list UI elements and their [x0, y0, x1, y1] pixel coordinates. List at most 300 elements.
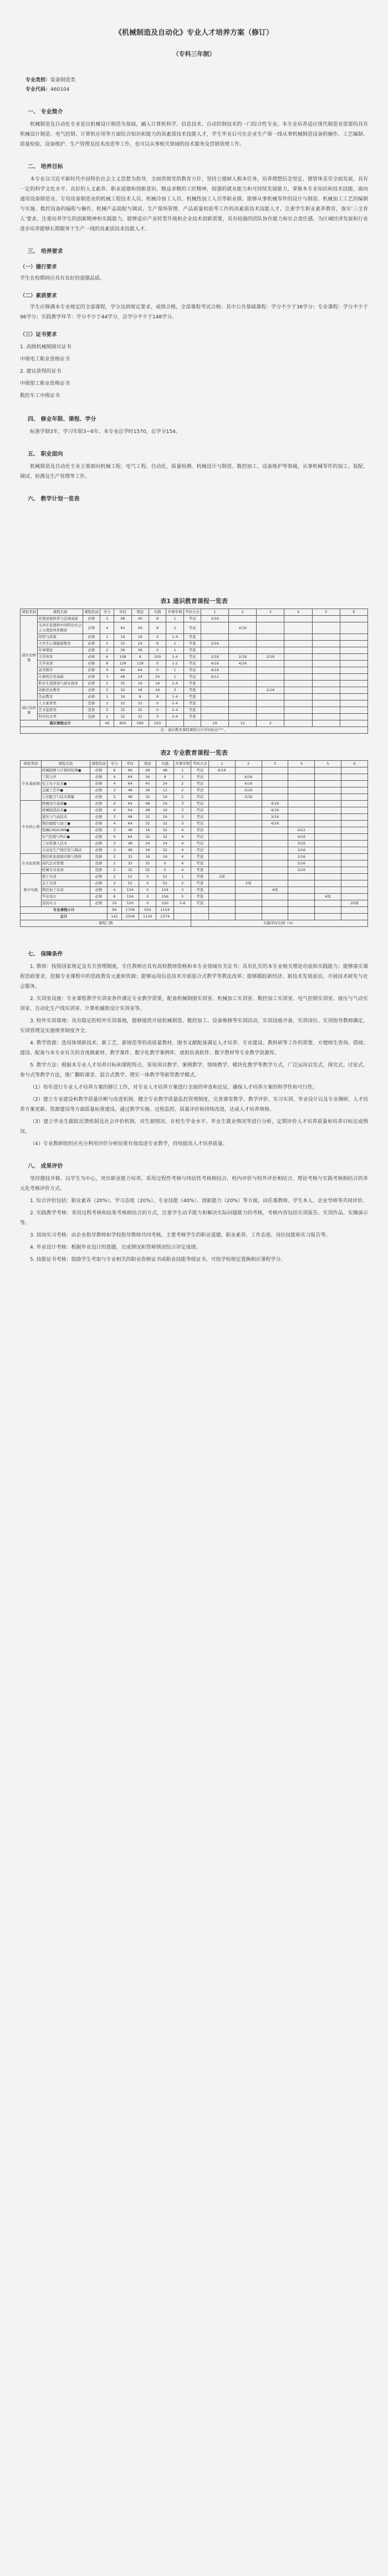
table-cell: 选修 — [83, 714, 100, 720]
table-cell: 思想道德修养与法律基础 — [38, 616, 83, 622]
table-cell: 考查 — [191, 887, 208, 894]
table-cell: 6 — [100, 654, 114, 661]
table-cell — [341, 834, 368, 841]
table-cell: 32 — [114, 641, 131, 647]
table-cell: 机械专业英语 — [41, 867, 90, 874]
table-cell: 4 — [108, 774, 121, 781]
cert-item: 1. 高级机械制图员证书 — [20, 344, 72, 350]
table-cell — [235, 894, 262, 900]
table-2-header-cell: 课程类别 — [21, 761, 42, 767]
table-cell: 32 — [121, 854, 139, 861]
table-cell: 5 — [173, 894, 191, 900]
table-cell — [262, 880, 288, 887]
table-cell — [208, 847, 235, 854]
table-2-subtotal-cell: 1154 — [156, 907, 173, 914]
table-cell: 毛泽东思想和中国特色社会主义理论体系概论 — [38, 622, 83, 634]
table-cell: 48 — [156, 767, 173, 774]
table-2-header-cell: 2 — [235, 761, 262, 767]
table-cell: 48 — [121, 827, 139, 834]
table-cell: 520 — [156, 900, 173, 907]
table-cell — [288, 781, 315, 787]
table-2-header-row — [21, 761, 368, 767]
table-cell: 16 — [156, 801, 173, 807]
paragraph: 4. 教学资源：选用体现新技术、新工艺、新规范等的高质量教材，图书文献配备满足人才培养、专业建设、教科研等工作的需要，方便师生查询、借阅；建设、配备与本专业有关的音视频素材、教学课件、数字化教学案例库、虚拟仿真软件、数字教材等专业教学资源库。 — [20, 1040, 368, 1056]
table-cell — [262, 867, 288, 874]
table-cell — [315, 834, 341, 841]
table-cell — [208, 774, 235, 781]
table-cell — [229, 714, 257, 720]
table-cell: 12 — [156, 787, 173, 794]
table-cell — [288, 821, 315, 827]
table-cell: 液压与气动技术 — [41, 814, 90, 821]
table-cell: 考试 — [183, 654, 201, 661]
table-cell — [229, 667, 257, 674]
table-cell: 0 — [156, 861, 173, 867]
table-cell — [284, 616, 312, 622]
table-cell — [208, 867, 235, 874]
table-cell: 金工实训 — [41, 880, 90, 887]
table-cell: 100 — [149, 654, 166, 661]
table-cell: 4 — [100, 667, 114, 674]
table-2-header-cell: 6 — [341, 761, 368, 767]
table-2-note-row — [21, 920, 368, 927]
table-cell: 4 — [108, 887, 121, 894]
table-cell: 必修 — [90, 774, 107, 781]
table-2-total-cell — [208, 914, 235, 920]
table-cell: 3 — [108, 787, 121, 794]
table-cell: 52 — [156, 880, 173, 887]
table-cell — [235, 821, 262, 827]
table-cell: 职业生涯规划与就业指导 — [38, 681, 83, 687]
table-cell: 32 — [121, 867, 139, 874]
table-1-total-cell — [284, 720, 312, 727]
table-cell: 考试 — [191, 834, 208, 841]
table-cell: 选修 — [83, 700, 100, 707]
table-cell: 2 — [173, 880, 191, 887]
table-cell: 4周 — [262, 887, 288, 894]
section-7-heading: 七、 保障条件 — [28, 951, 63, 957]
table-1-group-label: 通识必修课 — [21, 616, 38, 700]
table-cell — [257, 634, 284, 641]
table-cell: 2/18 — [229, 654, 257, 661]
table-cell: 军事理论 — [38, 647, 83, 654]
table-1-header-cell: 2 — [229, 609, 257, 616]
table-cell — [284, 674, 312, 681]
table-cell — [341, 867, 368, 874]
table-cell: 劳动教育 — [38, 694, 83, 700]
table-cell: 2 — [173, 794, 191, 801]
meta-code-label: 专业代码： — [25, 87, 51, 92]
table-cell: 工程力学 — [41, 774, 90, 781]
table-cell: 36 — [114, 647, 131, 654]
table-cell: 48 — [114, 616, 131, 622]
table-cell: 16 — [131, 681, 149, 687]
table-cell: 48 — [121, 841, 139, 847]
table-cell — [340, 707, 367, 714]
table-row — [21, 834, 368, 841]
table-cell — [312, 634, 340, 641]
table-cell: 1 — [166, 647, 183, 654]
table-cell: 64 — [121, 774, 139, 781]
table-1-total-cell: 12 — [229, 720, 257, 727]
table-cell: 0 — [149, 661, 166, 667]
table-cell: 16 — [156, 854, 173, 861]
table-cell — [235, 854, 262, 861]
table-2-header-cell: 开课学期 — [173, 761, 191, 767]
table-cell: 4/16 — [229, 661, 257, 667]
table-cell: 高等数学 — [38, 667, 83, 674]
meta-code-value: 460104 — [50, 87, 70, 92]
table-cell — [312, 667, 340, 674]
table-cell: 必修 — [90, 900, 107, 907]
table-cell: 选修 — [90, 867, 107, 874]
cert-item: 中级钳工职业资格证书 — [20, 381, 70, 387]
table-2-note-left: 课程门数 — [21, 920, 191, 927]
table-cell: 40 — [139, 781, 156, 787]
table-cell — [284, 687, 312, 694]
table-cell — [341, 794, 368, 801]
table-cell: 必修 — [83, 647, 100, 654]
table-cell: 6 — [108, 767, 121, 774]
table-cell: 4/16 — [262, 821, 288, 827]
table-cell: 16 — [156, 807, 173, 814]
table-cell: 自动化生产线安装与调试 — [41, 847, 90, 854]
section-4-body: 标准学制3年，学习年限3~6年。本专业总学时1570，总学分154。 — [30, 429, 181, 435]
table-cell: 4 — [100, 622, 114, 634]
table-cell: 6 — [108, 894, 121, 900]
table-cell — [208, 787, 235, 794]
table-cell — [341, 887, 368, 894]
table-cell — [257, 681, 284, 687]
table-cell — [341, 861, 368, 867]
table-cell — [315, 814, 341, 821]
table-row — [21, 622, 368, 634]
table-cell — [288, 794, 315, 801]
table-cell: 大学英语 — [38, 661, 83, 667]
table-cell — [312, 687, 340, 694]
table-cell: 2 — [173, 774, 191, 781]
table-cell: 必修 — [90, 880, 107, 887]
table-1-group-label: 通识选修课 — [21, 700, 38, 720]
table-cell: 1 — [166, 674, 183, 681]
table-cell: 考查 — [183, 714, 201, 720]
table-cell — [201, 714, 228, 720]
table-row — [21, 667, 368, 674]
table-cell: 3 — [166, 687, 183, 694]
table-cell — [312, 647, 340, 654]
table-cell: 科学技术类 — [38, 714, 83, 720]
table-cell — [341, 827, 368, 834]
table-row — [21, 854, 368, 861]
table-cell: 2/16 — [201, 641, 228, 647]
meta-category-value: 装备制造类 — [50, 78, 76, 83]
table-cell: 2/18 — [257, 654, 284, 661]
table-cell: 考试 — [183, 667, 201, 674]
table-cell: 48 — [139, 807, 156, 814]
table-cell: 工业机器人技术 — [41, 841, 90, 847]
table-cell: 4/16 — [262, 801, 288, 807]
table-cell: 1 — [166, 641, 183, 647]
paragraph: （2）建立专业建设和教学质量诊断与改进机制，健全专业教学质量监控管理制度，完善课堂教学、教学评价、实习实训、毕业设计以及专业调研、人才培养方案更新、资源建设等方面质量标准建设，通过教学实施、过程监控、质量评价和持续改进，达成人才培养规格。 — [20, 1097, 368, 1112]
table-cell — [341, 801, 368, 807]
section-3-sub1-body: 学生在校期间应具有良好的道德品质。 — [20, 276, 105, 281]
table-cell — [284, 707, 312, 714]
paragraph: 5. 教学方法：根据本专业人才培养目标和课程特点，采用项目教学、案例教学、情境教学、模块化教学等教学方式，广泛运用启发式、探究式、讨论式、参与式等教学方法，推广翻转课堂、混合式教学、理实一体教学等新型教学模式。 — [20, 1063, 368, 1078]
table-cell: 考查 — [183, 707, 201, 714]
table-cell: 考查 — [183, 681, 201, 687]
table-cell: 52 — [121, 880, 139, 887]
table-2-header-cell: 4 — [288, 761, 315, 767]
table-cell — [229, 687, 257, 694]
table-cell: 4 — [108, 781, 121, 787]
table-cell — [288, 900, 315, 907]
table-cell: 必修 — [83, 681, 100, 687]
table-cell — [235, 841, 262, 847]
table-cell: 1-2 — [166, 661, 183, 667]
table-cell — [235, 767, 262, 774]
table-row — [21, 894, 368, 900]
table-cell — [262, 787, 288, 794]
table-cell: 考试 — [191, 821, 208, 827]
table-row — [21, 847, 368, 854]
table-cell: 必修 — [83, 622, 100, 634]
table-cell — [257, 714, 284, 720]
table-cell — [315, 874, 341, 880]
table-cell: 156 — [156, 894, 173, 900]
table-cell — [315, 774, 341, 781]
table-cell: 32 — [131, 707, 149, 714]
table-cell: 考查 — [191, 874, 208, 880]
table-cell — [312, 661, 340, 667]
table-row — [21, 654, 368, 661]
table-cell — [284, 714, 312, 720]
table-cell: 48 — [121, 814, 139, 821]
table-cell: 56 — [131, 622, 149, 634]
cert-item: 数控车工中级证书 — [20, 393, 60, 399]
table-cell: 必修 — [90, 841, 107, 847]
table-cell: 36 — [139, 787, 156, 794]
table-cell: 3/16 — [201, 616, 228, 622]
table-2-total-cell — [191, 914, 208, 920]
section-7-body — [20, 962, 368, 1149]
table-cell: 8 — [149, 616, 166, 622]
table-row — [21, 861, 368, 867]
table-cell: 1 — [100, 694, 114, 700]
table-cell — [229, 707, 257, 714]
table-cell — [340, 681, 367, 687]
table-cell: 2-4 — [166, 714, 183, 720]
table-cell: 48 — [139, 801, 156, 807]
table-cell: 64 — [121, 821, 139, 827]
table-1-header-row — [21, 609, 368, 616]
table-cell: 3 — [173, 801, 191, 807]
table-cell — [257, 700, 284, 707]
paragraph: 1. 教师：按照国家规定及有关管理制度，专任教师应具有高校教师资格和本专业领域有关证书；具有扎实的本专业相关理论功底和实践能力；能够落实课程思政要求，挖掘专业课程中的思政教育元素和资源；能够运用信息技术开展混合式教学等教法改革；能够跟踪新经济、新技术发展前沿，开展技术研发与社会服务。 — [20, 964, 368, 990]
table-cell: 8 — [100, 661, 114, 667]
table-cell — [288, 774, 315, 781]
table-cell: 必修 — [90, 894, 107, 900]
table-cell: 156 — [121, 894, 139, 900]
table-cell: 公差配合与技术测量 — [41, 794, 90, 801]
table-cell — [208, 807, 235, 814]
table-cell: 40 — [131, 616, 149, 622]
table-cell: 64 — [121, 781, 139, 787]
table-cell: 2 — [108, 874, 121, 880]
table-cell — [235, 867, 262, 874]
table-2-subtotal-row — [21, 907, 368, 914]
table-row — [21, 874, 368, 880]
table-cell — [229, 674, 257, 681]
table-cell: 必修 — [83, 616, 100, 622]
table-cell: 3/16 — [262, 814, 288, 821]
table-2-total-cell — [235, 914, 262, 920]
table-cell: 考查 — [183, 641, 201, 647]
table-cell: 必修 — [83, 634, 100, 641]
table-cell — [208, 894, 235, 900]
table-cell — [341, 787, 368, 794]
table-cell: 128 — [131, 661, 149, 667]
table-cell — [315, 847, 341, 854]
table-2-total-cell: 142 — [108, 914, 121, 920]
table-2-subtotal-cell — [208, 907, 235, 914]
table-cell: 128 — [114, 661, 131, 667]
table-cell — [341, 841, 368, 847]
table-cell: 2 — [173, 787, 191, 794]
table-row — [21, 787, 368, 794]
table-cell — [235, 874, 262, 880]
section-5-body: 机械制造及自动化专业主要面向机械工程、电气工程、自动化、质量检测、机械设计与制造、数控加工、设备维护等领域，从事机械零件的加工、装配、调试、检测及生产管理等工作。 — [20, 464, 368, 480]
table-cell: 4 — [173, 827, 191, 834]
table-cell: 考试 — [191, 794, 208, 801]
table-1-note: 注：通识教育课程课程合计学时标注“*”。 — [21, 727, 368, 734]
table-cell — [315, 900, 341, 907]
table-cell: 2/16 — [257, 687, 284, 694]
table-row — [21, 661, 368, 667]
table-cell: 24 — [149, 674, 166, 681]
table-cell: 4/16 — [288, 834, 315, 841]
table-2-body — [21, 767, 368, 907]
table-1-header-cell: 6 — [340, 609, 367, 616]
table-2-subtotal-cell: 554 — [139, 907, 156, 914]
table-cell — [341, 807, 368, 814]
table-cell: 2 — [100, 700, 114, 707]
table-cell: 2 — [100, 641, 114, 647]
table-cell: 32 — [156, 847, 173, 854]
table-cell: 0 — [139, 894, 156, 900]
table-cell — [315, 861, 341, 867]
table-cell: 3 — [108, 847, 121, 854]
table-2-header-cell: 1 — [208, 761, 235, 767]
table-cell: 3/16 — [288, 847, 315, 854]
table-row — [21, 794, 368, 801]
table-cell: 人文素养类 — [38, 700, 83, 707]
table-row — [21, 641, 368, 647]
table-cell: 32 — [156, 821, 173, 827]
table-1-header-cell: 课程类别 — [21, 609, 38, 616]
table-cell — [284, 681, 312, 687]
table-cell — [208, 827, 235, 834]
table-cell: 考试 — [191, 847, 208, 854]
table-cell — [262, 781, 288, 787]
table-cell: 4 — [108, 821, 121, 827]
table-cell: 现代企业管理 — [41, 861, 90, 867]
table-cell — [235, 834, 262, 841]
table-cell — [201, 707, 228, 714]
table-cell — [262, 834, 288, 841]
table-cell: 2 — [108, 861, 121, 867]
table-cell: 必修 — [90, 794, 107, 801]
table-cell — [208, 814, 235, 821]
section-2-heading: 二、 培养目标 — [28, 164, 63, 170]
table-cell — [341, 847, 368, 854]
table-cell — [262, 874, 288, 880]
table-cell: 2 — [108, 867, 121, 874]
table-cell — [262, 774, 288, 781]
table-2-header-cell: 课程名称 — [41, 761, 90, 767]
table-2-total-cell — [288, 914, 315, 920]
table-cell: 24 — [156, 841, 173, 847]
table-cell: 必修 — [83, 674, 100, 681]
table-cell — [284, 654, 312, 661]
table-cell — [341, 821, 368, 827]
table-cell: 96 — [121, 767, 139, 774]
table-cell — [340, 616, 367, 622]
table-cell: 1-4 — [166, 634, 183, 641]
table-cell: 数控加工实训 — [41, 887, 90, 894]
table-cell — [340, 622, 367, 634]
table-row — [21, 647, 368, 654]
table-row — [21, 827, 368, 834]
table-cell: 16 — [131, 634, 149, 641]
table-2-subtotal-cell — [341, 907, 368, 914]
table-cell: 2周 — [208, 874, 235, 880]
table-cell — [229, 634, 257, 641]
paragraph: 坚持德技并修、以学生为中心，突出职业能力培养，采用过程性考核与终结性考核相结合，校内评价与校外评价相结合，理论考核与实践考核相结合的多元化考核评价方式。 — [20, 1176, 368, 1192]
table-cell: 32 — [114, 700, 131, 707]
table-cell: 考试 — [183, 661, 201, 667]
table-cell: 数控编程与加工● — [41, 821, 90, 827]
table-2-subtotal-cell — [262, 907, 288, 914]
table-cell — [201, 634, 228, 641]
table-cell — [341, 767, 368, 774]
table-cell — [262, 794, 288, 801]
table-cell: 艺术鉴赏类 — [38, 707, 83, 714]
table-cell: 8 — [149, 622, 166, 634]
table-cell — [208, 781, 235, 787]
table-cell — [288, 801, 315, 807]
table-cell: 必修 — [90, 847, 107, 854]
table-cell: 3 — [173, 887, 191, 894]
table-cell — [315, 827, 341, 834]
table-cell: 必修 — [90, 887, 107, 894]
table-cell: 必修 — [90, 807, 107, 814]
table-cell — [312, 654, 340, 661]
table-cell: 20 — [108, 900, 121, 907]
table-cell: 考查 — [191, 861, 208, 867]
table-cell: 5-6 — [173, 900, 191, 907]
document-subtitle: （专科三年制） — [172, 50, 216, 58]
table-cell: 考试 — [191, 814, 208, 821]
table-1-header-cell: 考核方式 — [183, 609, 201, 616]
table-cell — [262, 894, 288, 900]
table-1-total-cell: 48 — [100, 720, 114, 727]
table-cell: 3/16 — [235, 787, 262, 794]
section-4-heading: 四、 修业年限、课程、学分 — [28, 416, 96, 423]
table-row — [21, 714, 368, 720]
table-cell: 1 — [100, 634, 114, 641]
table-cell — [208, 861, 235, 867]
section-3-sub1: （一）德行要求 — [20, 264, 57, 270]
